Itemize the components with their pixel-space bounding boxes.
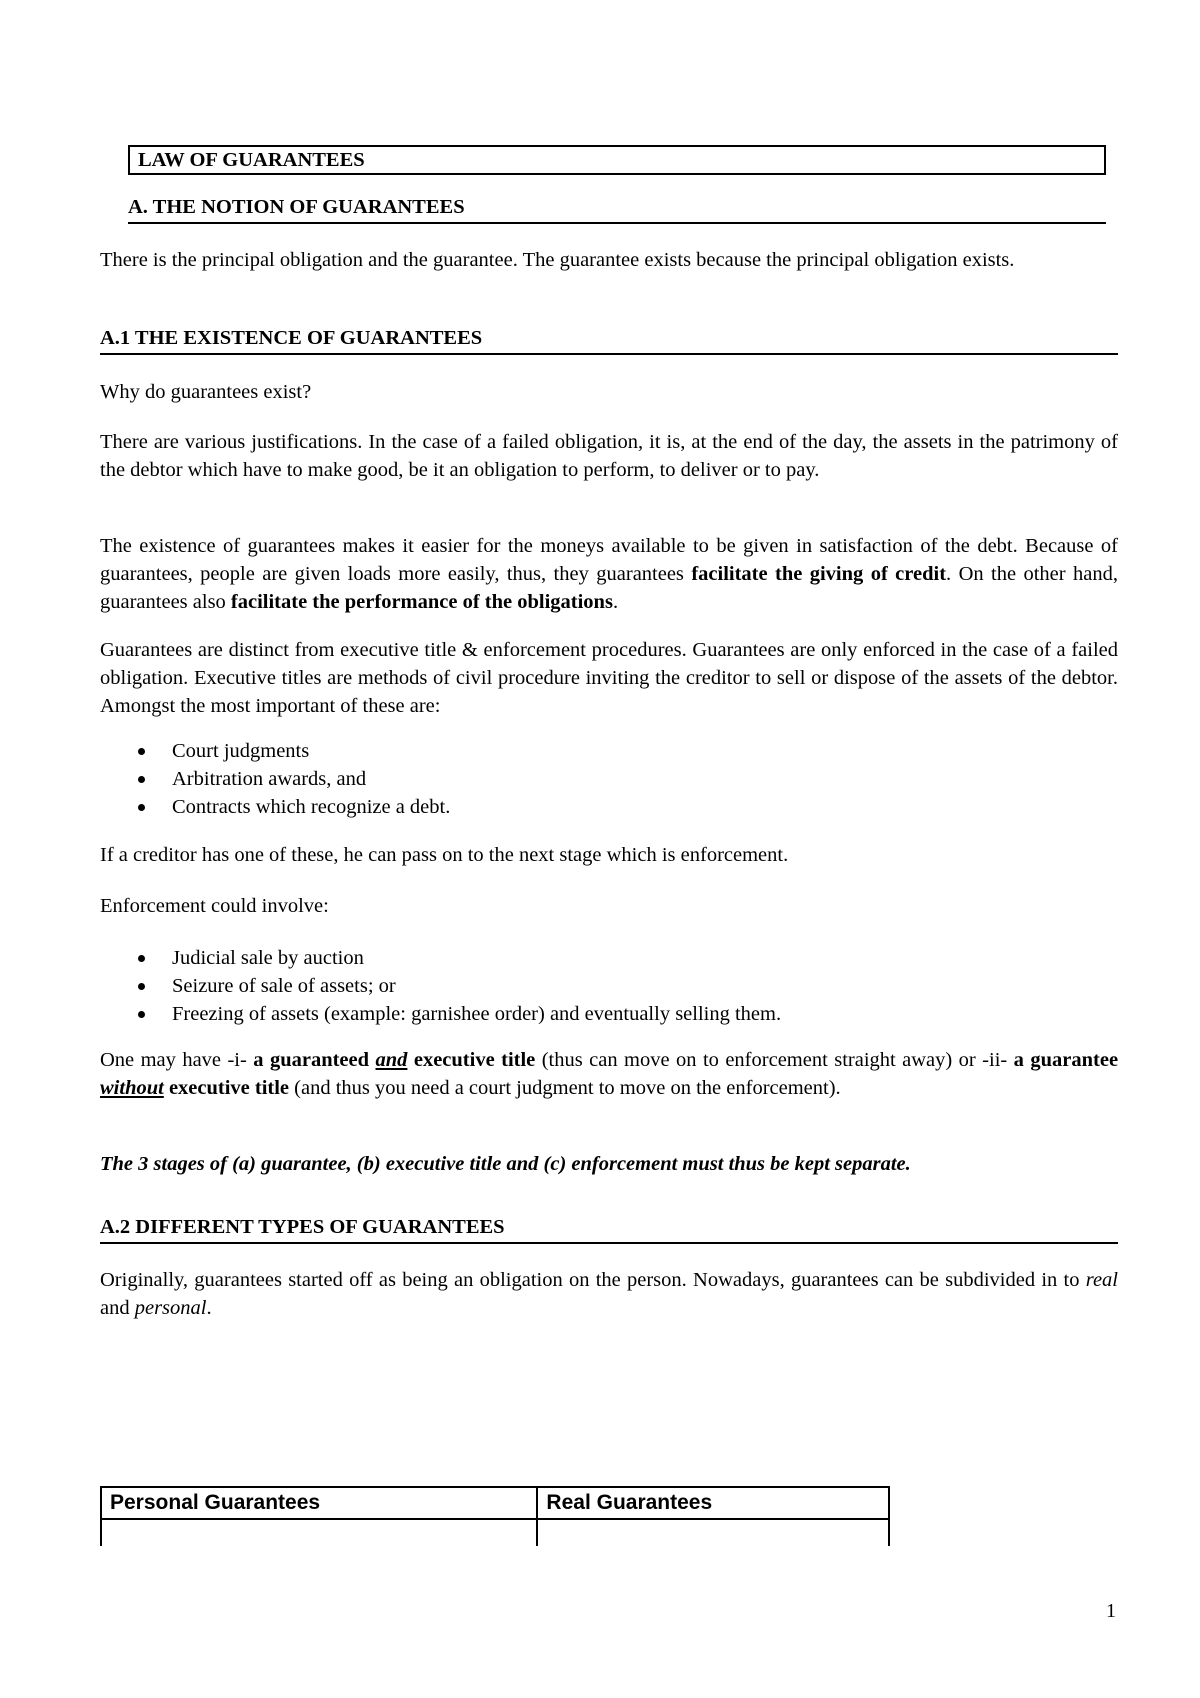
- table-header-real: Real Guarantees: [537, 1487, 889, 1519]
- paragraph-3: There are various justifications. In the case of a failed obligation, it is, at the end of the day, the assets in the patrimony of the debtor which have to make good, be it an obligation to perform, to deliver or to pay.: [100, 431, 1118, 481]
- list-item: Arbitration awards, and: [100, 765, 1118, 793]
- table-cell: [101, 1519, 537, 1546]
- table-row: [101, 1519, 889, 1546]
- heading-a: A. THE NOTION OF GUARANTEES: [128, 194, 1106, 224]
- paragraph-2: Why do guarantees exist?: [100, 381, 312, 403]
- table-cell: [537, 1519, 889, 1546]
- list-item: Court judgments: [100, 737, 1118, 765]
- bullet-icon: [138, 776, 145, 783]
- paragraph-5: Guarantees are distinct from executive title & enforcement procedures. Guarantees are only enforced in the case of a failed obligation. Executive titles are methods of civil procedure inviting the creditor to sell or dispose of the assets of the debtor. Amongst the most important of these are:: [100, 639, 1118, 717]
- heading-a2: A.2 DIFFERENT TYPES OF GUARANTEES: [100, 1214, 1118, 1244]
- page-number: 1: [1106, 1600, 1116, 1622]
- paragraph-10: Originally, guarantees started off as being an obligation on the person. Nowadays, guarantees can be subdivided in to real and personal.: [100, 1269, 1118, 1319]
- bullet-icon: [138, 955, 145, 962]
- paragraph-7: Enforcement could involve:: [100, 895, 329, 917]
- bullet-icon: [138, 804, 145, 811]
- list-enforcement: [100, 944, 1118, 1028]
- list-item: Seizure of sale of assets; or: [100, 972, 1118, 1000]
- list-item: Freezing of assets (example: garnishee order) and eventually selling them.: [100, 1000, 1118, 1028]
- guarantees-table: [100, 1486, 890, 1546]
- paragraph-8: One may have -i- a guaranteed and executive title (thus can move on to enforcement straight away) or -ii- a guarantee without executive title (and thus you need a court judgment to move on the enforcement).: [100, 1049, 1119, 1099]
- table-header-row: [101, 1487, 889, 1519]
- list-executive-titles: [100, 737, 1118, 821]
- document-title: LAW OF GUARANTEES: [128, 145, 1106, 175]
- paragraph-4: The existence of guarantees makes it easier for the moneys available to be given in satisfaction of the debt. Because of guarantees, people are given loads more easily, thus, they guarantees facilitate the giving of credit. On the other hand, guarantees also facilitate the performance of the obligations.: [100, 535, 1118, 613]
- bullet-icon: [138, 983, 145, 990]
- bullet-icon: [138, 1011, 145, 1018]
- list-item: Contracts which recognize a debt.: [100, 793, 1118, 821]
- paragraph-9: The 3 stages of (a) guarantee, (b) executive title and (c) enforcement must thus be kept separate.: [100, 1153, 911, 1175]
- table-header-personal: Personal Guarantees: [101, 1487, 537, 1519]
- paragraph-1: There is the principal obligation and the guarantee. The guarantee exists because the principal obligation exists.: [100, 249, 1015, 271]
- list-item: Judicial sale by auction: [100, 944, 1118, 972]
- bullet-icon: [138, 748, 145, 755]
- paragraph-6: If a creditor has one of these, he can pass on to the next stage which is enforcement.: [100, 844, 789, 866]
- heading-a1: A.1 THE EXISTENCE OF GUARANTEES: [100, 325, 1118, 355]
